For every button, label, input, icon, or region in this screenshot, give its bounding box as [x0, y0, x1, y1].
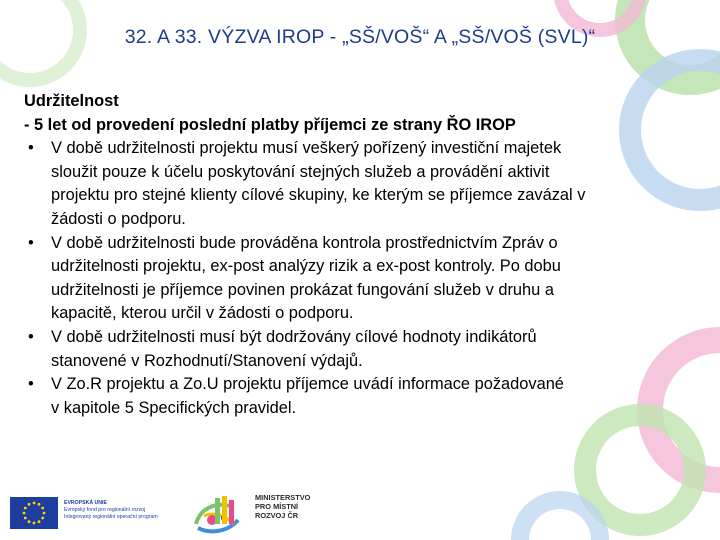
bullet-line: žádosti o podporu.	[51, 209, 186, 228]
ministry-emblem-icon	[212, 494, 238, 530]
bullet-line: V době udržitelnosti musí být dodržovány cílové hodnoty indikátorů	[51, 327, 537, 346]
bullet-line: V Zo.R projektu a Zo.U projektu příjemce uvádí informace požadované	[51, 375, 564, 394]
section-subheading: - 5 let od provedení poslední platby příjemci ze strany ŘO IROP	[24, 115, 516, 134]
bullet-marker: •	[28, 233, 34, 252]
bullet-line: V době udržitelnosti bude prováděna kontrola prostřednictvím Zpráv o	[51, 233, 558, 252]
list-item	[24, 137, 714, 231]
eu-logo-line: EVROPSKÁ UNIE	[64, 500, 107, 506]
footer-logos	[0, 488, 720, 540]
bullet-line: sloužit pouze k účelu poskytování stejných služeb a provádění aktivit	[51, 162, 550, 181]
list-item	[24, 326, 714, 373]
bullet-marker: •	[28, 375, 34, 394]
bullet-line: udržitelnosti je příjemce povinen prokázat fungování služeb v druhu a	[51, 280, 554, 299]
bullet-line: V době udržitelnosti projektu musí veškerý pořízený investiční majetek	[51, 139, 562, 158]
bullet-marker: •	[28, 139, 34, 158]
slide-content	[24, 90, 714, 420]
eu-logo-text	[64, 500, 194, 521]
bullet-list	[24, 137, 714, 420]
list-item	[24, 373, 714, 420]
list-item	[24, 232, 714, 326]
eu-logo-line: Evropský fond pro regionální rozvoj	[64, 507, 146, 513]
ministry-logo-text	[255, 493, 365, 521]
eu-logo-line: Integrovaný regionální operační program	[64, 514, 158, 520]
bullet-marker: •	[28, 327, 34, 346]
bullet-line: udržitelnosti projektu, ex-post analýzy rizik a ex-post kontroly. Po dobu	[51, 257, 561, 276]
page-title: 32. A 33. VÝZVA IROP - „SŠ/VOŠ“ A „SŠ/VOŠ (SVL)“	[124, 26, 596, 48]
ministry-logo-line: ROZVOJ ČR	[255, 511, 299, 521]
bullet-line: stanovené v Rozhodnutí/Stanovení výdajů.	[51, 351, 363, 370]
bullet-line: projektu pro stejné klienty cílové skupiny, ke kterým se příjemce zavázal v	[51, 186, 586, 205]
bullet-line: v kapitole 5 Specifických pravidel.	[51, 398, 297, 417]
bullet-line: kapacitě, kterou určil v žádosti o podporu.	[51, 304, 354, 323]
ministry-logo-line: MINISTERSTVO	[255, 493, 311, 502]
section-heading: Udržitelnost	[24, 92, 119, 110]
ministry-logo-line: PRO MÍSTNÍ	[255, 502, 299, 512]
eu-flag-icon	[10, 497, 58, 529]
